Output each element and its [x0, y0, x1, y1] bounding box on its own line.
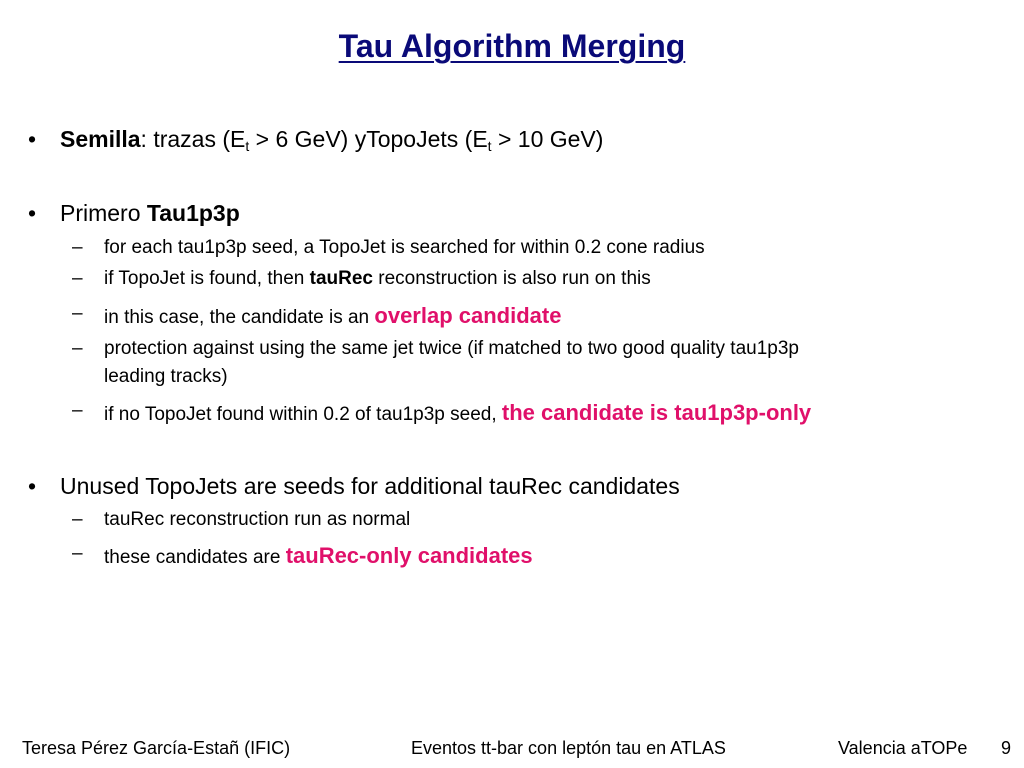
- footer-talk-title: Eventos tt-bar con leptón tau en ATLAS: [411, 738, 726, 758]
- bullet-text: [60, 200, 240, 227]
- dash-marker: –: [72, 543, 83, 564]
- dash-marker: –: [72, 509, 83, 530]
- primero-text: Primero: [60, 200, 147, 226]
- bullet-marker: •: [28, 473, 37, 499]
- dash-marker: –: [72, 338, 83, 359]
- footer-event: Valencia aTOPe: [838, 738, 968, 758]
- sub-bullet-text: [104, 268, 651, 290]
- taurec-bold: tauRec: [309, 268, 373, 289]
- dash-marker: –: [72, 237, 83, 258]
- bullet-marker: •: [28, 126, 37, 152]
- semilla-sub-1: t: [245, 138, 250, 154]
- sub-bullet-text: [104, 303, 561, 329]
- text-part: if no TopoJet found within 0.2 of tau1p3p seed,: [104, 404, 502, 425]
- sub-bullet-text: [104, 543, 533, 569]
- highlight-tau1p3p-only: the candidate is tau1p3p-only: [501, 400, 812, 425]
- text-part: if TopoJet is found, then: [104, 268, 310, 289]
- text-part: these candidates are: [104, 547, 286, 568]
- dash-marker: –: [72, 268, 83, 289]
- highlight-taurec-only: tauRec-only candidates: [285, 543, 533, 568]
- bullet-marker: •: [28, 200, 37, 226]
- sub-bullet-text: [104, 400, 811, 426]
- sub-bullet-text: protection against using the same jet twice (if matched to two good quality tau1p3p: [104, 338, 799, 359]
- bullet-text: [60, 126, 603, 154]
- semilla-text-1: : trazas (E: [140, 126, 246, 152]
- sub-bullet-text: tauRec reconstruction run as normal: [104, 509, 411, 530]
- bullet-text: Unused TopoJets are seeds for additional tauRec candidates: [60, 473, 680, 499]
- dash-marker: –: [72, 303, 83, 324]
- highlight-overlap: overlap candidate: [374, 303, 562, 328]
- footer-page-number: 9: [1001, 738, 1012, 758]
- sub-bullet-text: for each tau1p3p seed, a TopoJet is searched for within 0.2 cone radius: [104, 237, 705, 258]
- text-part: in this case, the candidate is an: [104, 307, 375, 328]
- text-part: reconstruction is also run on this: [372, 268, 651, 289]
- semilla-label: Semilla: [60, 126, 141, 152]
- footer-author: Teresa Pérez García-Estañ (IFIC): [22, 738, 291, 758]
- dash-marker: –: [72, 400, 83, 421]
- slide-title: Tau Algorithm Merging: [338, 28, 686, 64]
- semilla-text-2: > 6 GeV) yTopoJets (E: [249, 126, 488, 152]
- semilla-text-3: > 10 GeV): [491, 126, 604, 152]
- primero-bold: Tau1p3p: [146, 200, 240, 226]
- sub-bullet-text: leading tracks): [104, 366, 228, 387]
- semilla-sub-2: t: [487, 138, 492, 154]
